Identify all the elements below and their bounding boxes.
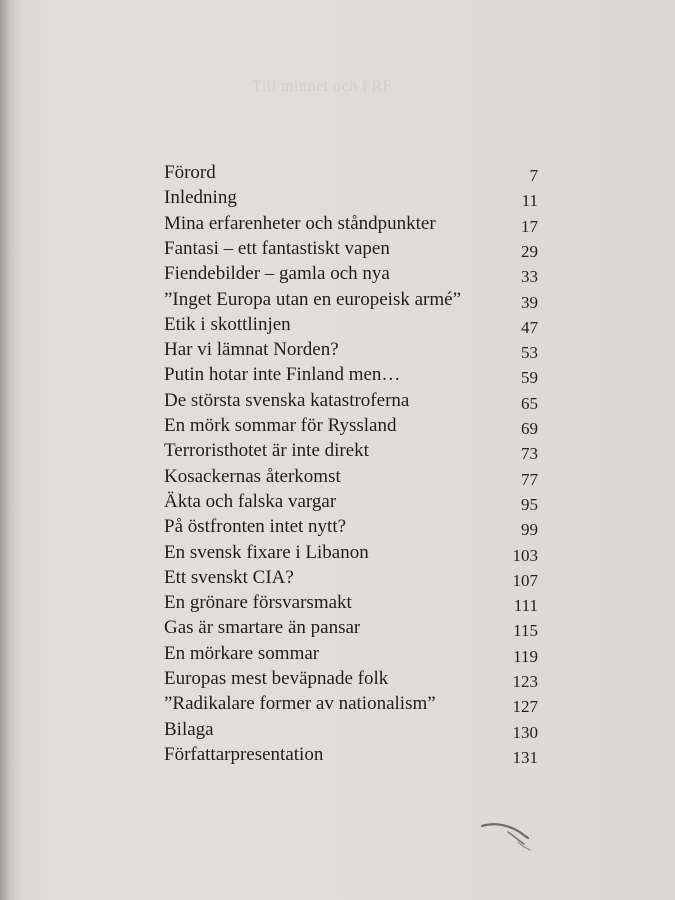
- toc-entry-page: 103: [512, 545, 538, 565]
- toc-entry-title: På östfronten intet nytt?: [164, 516, 347, 538]
- toc-entry-title: Inledning: [164, 187, 237, 209]
- toc-entry: [164, 263, 538, 285]
- toc-entry-page: 95: [521, 494, 538, 514]
- toc-entry: [164, 466, 538, 488]
- toc-entry: [164, 364, 538, 386]
- toc-entry: [164, 719, 538, 741]
- toc-entry: [164, 567, 538, 589]
- toc-entry: [164, 440, 538, 462]
- toc-entry-page: 53: [521, 343, 538, 363]
- toc-entry-title: En mörkare sommar: [164, 642, 320, 664]
- toc-entry: [164, 314, 538, 336]
- toc-entry-title: Kosackernas återkomst: [164, 465, 341, 487]
- toc-entry-title: En mörk sommar för Ryssland: [164, 415, 397, 436]
- toc-entry-title: Förord: [164, 162, 216, 183]
- toc-entry-title: Terroristhotet är inte direkt: [164, 440, 369, 462]
- toc-entry-page: 131: [512, 747, 538, 767]
- toc-entry: [164, 187, 538, 209]
- toc-entry-title: Gas är smartare än pansar: [164, 617, 361, 639]
- toc-entry-title: De största svenska katastroferna: [164, 389, 410, 411]
- toc-entry-page: 123: [512, 672, 538, 691]
- toc-entry-title: Europas mest beväpnade folk: [164, 668, 389, 689]
- toc-entry: [164, 491, 538, 513]
- toc-entry-page: 29: [521, 241, 538, 261]
- toc-entry: [164, 744, 538, 766]
- toc-entry: [164, 693, 538, 715]
- toc-entry-title: En grönare försvarsmakt: [164, 592, 352, 614]
- toc-entry-page: 127: [512, 697, 538, 717]
- toc-entry-title: Författarpresentation: [164, 743, 324, 765]
- toc-entry: [164, 617, 538, 639]
- toc-entry-title: Fiendebilder – gamla och nya: [164, 263, 390, 285]
- toc-entry: [164, 339, 538, 361]
- toc-entry: [164, 643, 538, 665]
- toc-entry-title: ”Radikalare former av nationalism”: [164, 693, 436, 715]
- toc-entry: [164, 213, 538, 235]
- toc-entry-page: 69: [521, 419, 538, 438]
- toc-entry-page: 7: [529, 166, 538, 185]
- toc-entry-title: Har vi lämnat Norden?: [164, 339, 339, 361]
- toc-entry-title: Etik i skottlinjen: [164, 313, 291, 335]
- toc-entry-page: 73: [521, 444, 538, 464]
- toc-entry-title: Äkta och falska vargar: [164, 490, 337, 512]
- toc-entry-page: 17: [521, 216, 538, 236]
- toc-entry-page: 111: [513, 596, 538, 616]
- toc-entry: [164, 592, 538, 614]
- toc-entry-title: Fantasi – ett fantastiskt vapen: [164, 237, 390, 259]
- toc-entry-title: En svensk fixare i Libanon: [164, 541, 369, 563]
- toc-entry-page: 115: [513, 621, 538, 641]
- pencil-mark: [478, 818, 538, 858]
- toc-entry-page: 11: [521, 191, 538, 211]
- toc-entry-title: Putin hotar inte Finland men…: [164, 364, 401, 386]
- toc-entry-page: 130: [512, 722, 538, 742]
- toc-entry-page: 99: [521, 520, 538, 540]
- toc-entry: [164, 162, 538, 184]
- toc-entry-page: 33: [521, 267, 538, 287]
- toc-entry-page: 119: [513, 646, 538, 666]
- toc-entry: [164, 668, 538, 690]
- toc-entry: [164, 542, 538, 564]
- toc-entry: [164, 238, 538, 260]
- toc-entry: [164, 390, 538, 412]
- toc-entry-page: 107: [512, 570, 538, 590]
- toc-entry: [164, 516, 538, 538]
- toc-entry-page: 47: [521, 317, 538, 337]
- toc-entry-page: 65: [521, 393, 538, 413]
- toc-entry-title: Mina erfarenheter och ståndpunkter: [164, 212, 436, 234]
- show-through-heading: Till minnet och FRF: [252, 78, 393, 95]
- toc-entry-page: 77: [521, 469, 538, 489]
- toc-entry-page: 59: [521, 368, 538, 388]
- toc-entry-title: ”Inget Europa utan en europeisk armé”: [164, 288, 462, 310]
- toc-entry-title: Bilaga: [164, 718, 214, 740]
- toc-entry-page: 39: [521, 292, 538, 312]
- toc-entry: [164, 289, 538, 311]
- toc-entry: [164, 415, 538, 437]
- toc-entry-title: Ett svenskt CIA?: [164, 566, 294, 588]
